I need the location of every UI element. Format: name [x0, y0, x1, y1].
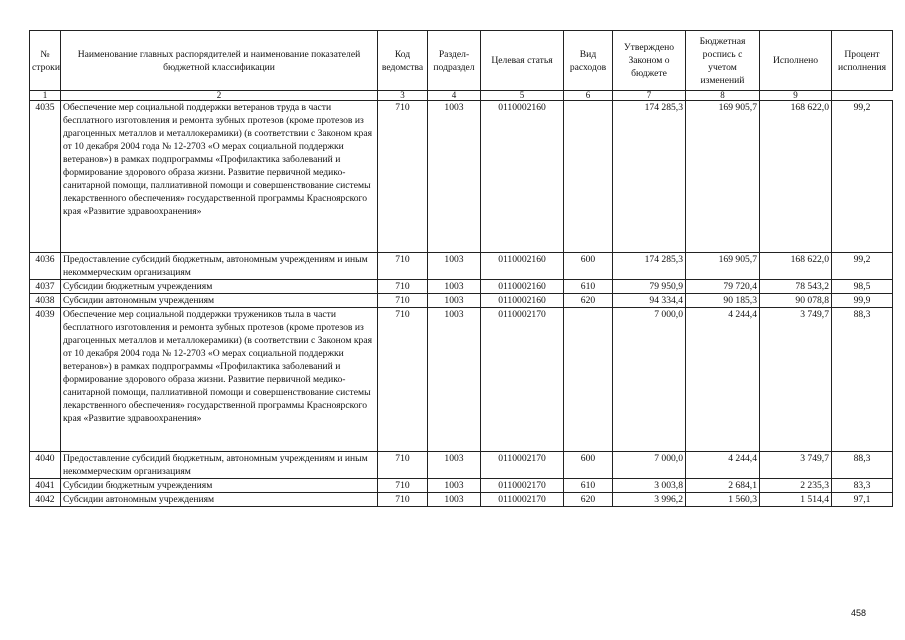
row-description: Субсидии бюджетным учреждениям	[61, 280, 378, 294]
table-row	[30, 308, 893, 452]
row-budget-list: 4 244,4	[686, 308, 760, 452]
row-expense-type: 620	[564, 493, 613, 507]
row-target-article: 0110002160	[481, 101, 564, 253]
row-approved: 7 000,0	[613, 308, 686, 452]
table-header-row	[30, 31, 893, 91]
header-dept-code: Код ведомства	[378, 31, 428, 91]
row-target-article: 0110002160	[481, 294, 564, 308]
row-budget-list: 169 905,7	[686, 101, 760, 253]
row-number: 4042	[30, 493, 61, 507]
row-number: 4040	[30, 452, 61, 479]
row-target-article: 0110002160	[481, 253, 564, 280]
row-target-article: 0110002170	[481, 493, 564, 507]
row-section: 1003	[428, 493, 481, 507]
column-number: 1	[30, 91, 61, 101]
row-executed: 168 622,0	[760, 101, 832, 253]
column-number: 4	[428, 91, 481, 101]
header-executed: Исполнено	[760, 31, 832, 91]
row-number: 4038	[30, 294, 61, 308]
row-section: 1003	[428, 294, 481, 308]
row-dept-code: 710	[378, 493, 428, 507]
header-section: Раздел-подраздел	[428, 31, 481, 91]
row-budget-list: 1 560,3	[686, 493, 760, 507]
row-section: 1003	[428, 308, 481, 452]
header-percent: Процент исполнения	[832, 31, 893, 91]
row-description: Обеспечение мер социальной поддержки тружеников тыла в части бесплатного изготовления и ремонта зубных протезов (кроме протезов из драгоценных металлов и металлокерамики) (в соответствии с Законом края от 10 декабря 2004 года № 12-2703 «О мерах социальной поддержки ветеранов») в рамках подпрограммы «Профилактика заболеваний и формирование здорового образа жизни. Развитие первичной медико-санитарной помощи, паллиативной помощи и совершенствование системы лекарственного обеспечения» государственной программы Красноярского края «Развитие здравоохранения»	[61, 308, 378, 452]
table-row	[30, 479, 893, 493]
row-percent: 99,9	[832, 294, 893, 308]
row-budget-list: 4 244,4	[686, 452, 760, 479]
row-dept-code: 710	[378, 294, 428, 308]
row-number: 4037	[30, 280, 61, 294]
row-budget-list: 90 185,3	[686, 294, 760, 308]
row-dept-code: 710	[378, 280, 428, 294]
header-name: Наименование главных распорядителей и наименование показателей бюджетной классификации	[61, 31, 378, 91]
row-number: 4035	[30, 101, 61, 253]
row-executed: 1 514,4	[760, 493, 832, 507]
row-description: Предоставление субсидий бюджетным, автономным учреждениям и иным некоммерческим организациям	[61, 253, 378, 280]
row-percent: 99,2	[832, 253, 893, 280]
header-target-article: Целевая статья	[481, 31, 564, 91]
column-number: 5	[481, 91, 564, 101]
row-percent: 97,1	[832, 493, 893, 507]
row-budget-list: 169 905,7	[686, 253, 760, 280]
column-number: 8	[686, 91, 760, 101]
row-percent: 99,2	[832, 101, 893, 253]
row-dept-code: 710	[378, 452, 428, 479]
table-row	[30, 253, 893, 280]
row-percent: 88,3	[832, 308, 893, 452]
row-approved: 174 285,3	[613, 253, 686, 280]
row-description: Субсидии автономным учреждениям	[61, 294, 378, 308]
row-expense-type	[564, 101, 613, 253]
row-dept-code: 710	[378, 308, 428, 452]
row-dept-code: 710	[378, 479, 428, 493]
row-number: 4036	[30, 253, 61, 280]
budget-execution-table	[29, 30, 893, 507]
row-dept-code: 710	[378, 253, 428, 280]
row-number: 4041	[30, 479, 61, 493]
row-executed: 90 078,8	[760, 294, 832, 308]
row-target-article: 0110002170	[481, 308, 564, 452]
row-description: Обеспечение мер социальной поддержки ветеранов труда в части бесплатного изготовления и ремонта зубных протезов (кроме протезов из драгоценных металлов и металлокерамики) (в соответствии с Законом края от 10 декабря 2004 года № 12-2703 «О мерах социальной поддержки ветеранов») в рамках подпрограммы «Профилактика заболеваний и формирование здорового образа жизни. Развитие первичной медико-санитарной помощи, паллиативной помощи и совершенствование системы лекарственного обеспечения» государственной программы Красноярского края «Развитие здравоохранения»	[61, 101, 378, 253]
row-description: Субсидии бюджетным учреждениям	[61, 479, 378, 493]
row-approved: 79 950,9	[613, 280, 686, 294]
row-approved: 7 000,0	[613, 452, 686, 479]
row-executed: 3 749,7	[760, 308, 832, 452]
row-expense-type: 620	[564, 294, 613, 308]
header-approved: Утверждено Законом о бюджете	[613, 31, 686, 91]
table-row	[30, 280, 893, 294]
row-approved: 3 003,8	[613, 479, 686, 493]
row-percent: 98,5	[832, 280, 893, 294]
row-expense-type: 610	[564, 280, 613, 294]
table-row	[30, 452, 893, 479]
row-executed: 3 749,7	[760, 452, 832, 479]
row-executed: 2 235,3	[760, 479, 832, 493]
table-body	[30, 101, 893, 507]
row-executed: 78 543,2	[760, 280, 832, 294]
row-description: Субсидии автономным учреждениям	[61, 493, 378, 507]
row-description: Предоставление субсидий бюджетным, автономным учреждениям и иным некоммерческим организациям	[61, 452, 378, 479]
row-executed: 168 622,0	[760, 253, 832, 280]
column-number-row	[30, 91, 893, 101]
column-number: 9	[760, 91, 832, 101]
row-section: 1003	[428, 280, 481, 294]
table-row	[30, 493, 893, 507]
table-row	[30, 101, 893, 253]
row-budget-list: 79 720,4	[686, 280, 760, 294]
row-percent: 88,3	[832, 452, 893, 479]
column-number: 7	[613, 91, 686, 101]
row-expense-type: 600	[564, 452, 613, 479]
row-section: 1003	[428, 452, 481, 479]
row-budget-list: 2 684,1	[686, 479, 760, 493]
row-expense-type	[564, 308, 613, 452]
row-number: 4039	[30, 308, 61, 452]
row-dept-code: 710	[378, 101, 428, 253]
row-approved: 3 996,2	[613, 493, 686, 507]
column-number: 2	[61, 91, 378, 101]
column-number: 6	[564, 91, 613, 101]
row-target-article: 0110002160	[481, 280, 564, 294]
row-target-article: 0110002170	[481, 479, 564, 493]
row-section: 1003	[428, 253, 481, 280]
row-expense-type: 610	[564, 479, 613, 493]
header-expense-type: Вид расходов	[564, 31, 613, 91]
header-budget-list: Бюджетная роспись с учетом изменений	[686, 31, 760, 91]
row-percent: 83,3	[832, 479, 893, 493]
row-approved: 94 334,4	[613, 294, 686, 308]
row-expense-type: 600	[564, 253, 613, 280]
row-section: 1003	[428, 479, 481, 493]
table-row	[30, 294, 893, 308]
page-number: 458	[851, 608, 867, 618]
header-row-number: № строки	[30, 31, 61, 91]
row-target-article: 0110002170	[481, 452, 564, 479]
row-approved: 174 285,3	[613, 101, 686, 253]
column-number: 3	[378, 91, 428, 101]
row-section: 1003	[428, 101, 481, 253]
